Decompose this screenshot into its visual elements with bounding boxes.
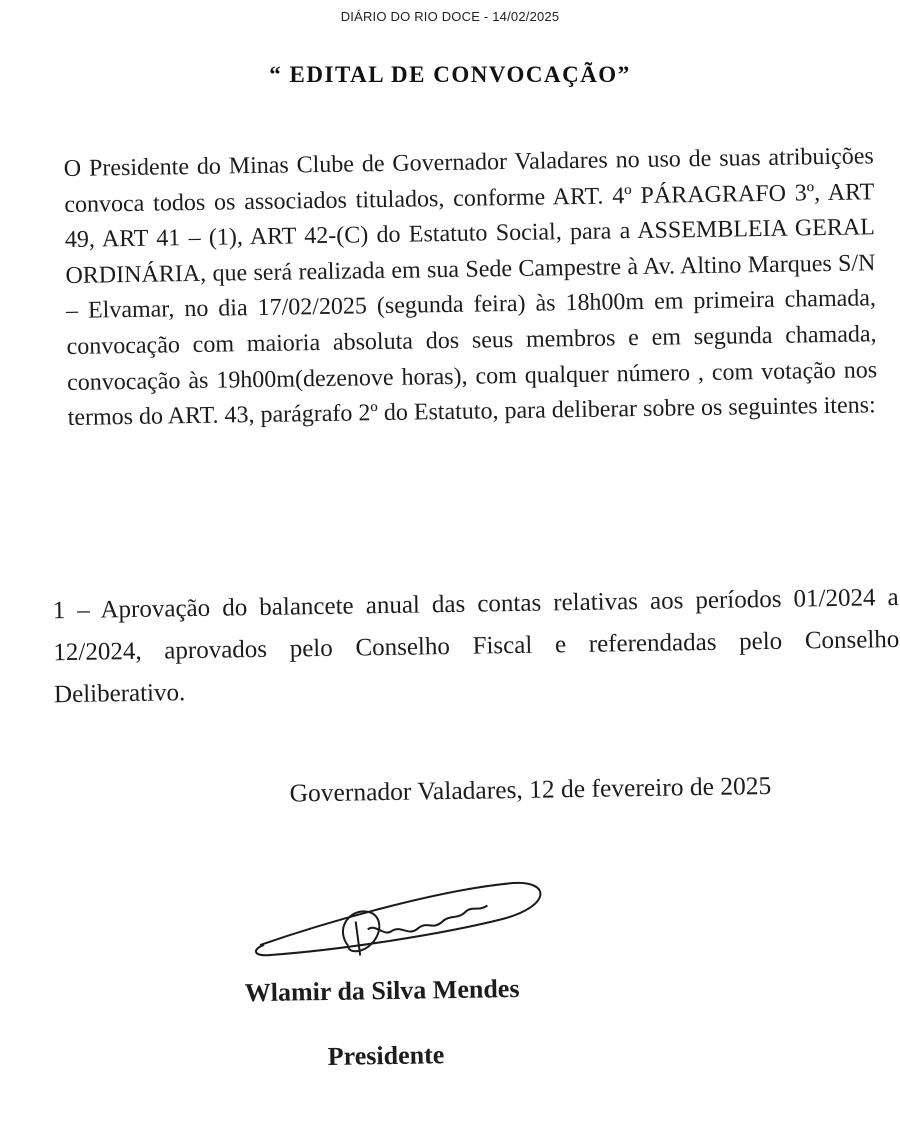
handwritten-signature [251, 868, 552, 963]
signer-name: Wlamir da Silva Mendes [244, 973, 520, 1008]
place-and-date: Governador Valadares, 12 de fevereiro de 2025 [289, 770, 772, 808]
signer-role: Presidente [327, 1040, 445, 1071]
notice-body-paragraph: O Presidente do Minas Clube de Governador Valadares no uso de suas atribuições convoca todos os associados titulados, conforme ART. 4º PÁRAGRAFO 3º, ART 49, ART 41 – (1), ART 42-(C) do Estatuto Social, para a ASSEMBLEIA GERAL ORDINÁRIA, que será realizada em sua Sede Campestre à Av. Altino Marques S/N – Elvamar, no dia 17/02/2025 (segunda feira) às 18h00m em primeira chamada, convocação com maioria absoluta dos seus membros e em segunda chamada, convocação às 19h00m(dezenove horas), com qualquer número , com votação nos termos do ART. 43, parágrafo 2º do Estatuto, para deliberar sobre os seguintes itens: [63, 143, 878, 432]
page-title: “ EDITAL DE CONVOCAÇÃO” [269, 62, 631, 87]
agenda-item: 1 – Aprovação do balancete anual das contas relativas aos períodos 01/2024 a 12/2024, aprovados pelo Conselho Fiscal e referendadas pelo Conselho Deliberativo. [52, 583, 900, 709]
newspaper-header: DIÁRIO DO RIO DOCE - 14/02/2025 [340, 9, 560, 24]
